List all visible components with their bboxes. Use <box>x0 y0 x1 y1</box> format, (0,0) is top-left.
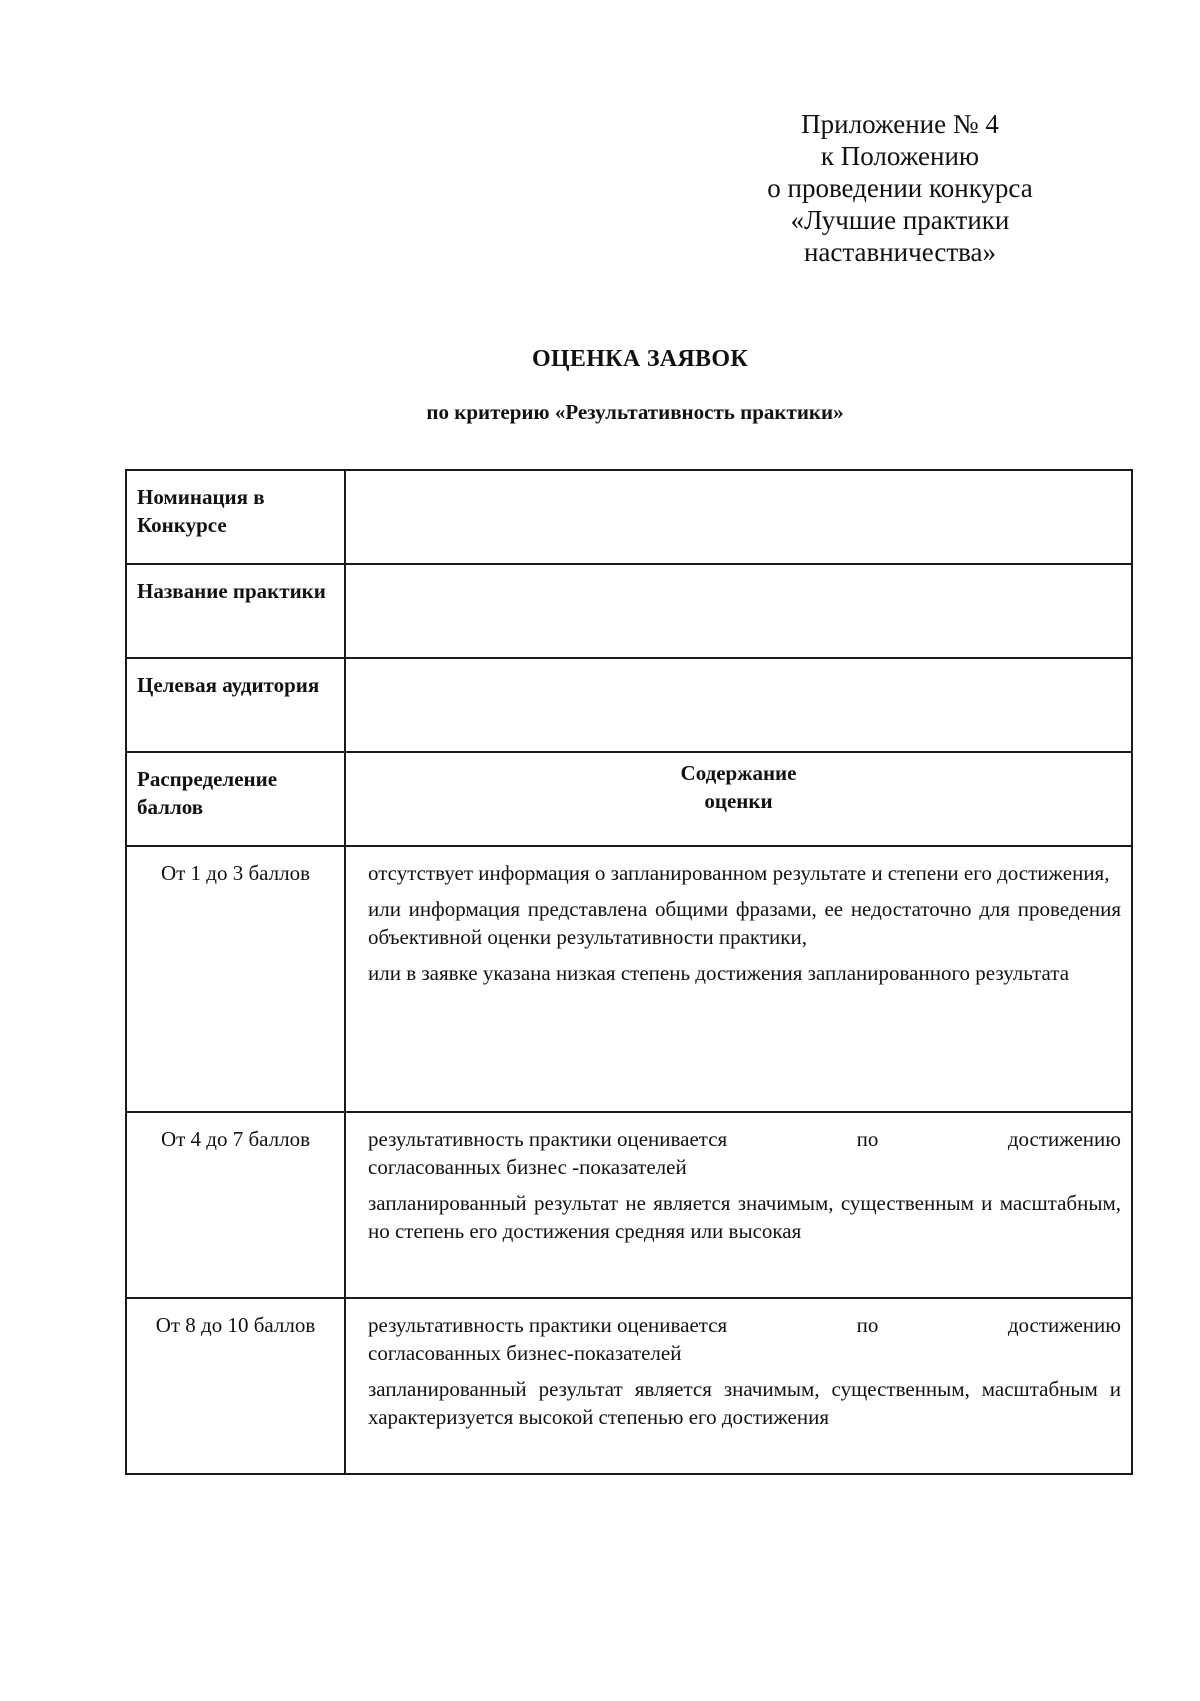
criterion-paragraph: отсутствует информация о запланированном результате и степени его достижения, <box>368 861 1110 885</box>
header-line: оценки <box>704 789 773 813</box>
criterion-paragraph <box>368 1311 1121 1367</box>
header-line: Содержание <box>680 761 797 785</box>
appendix-line: Приложение № 4 <box>801 109 999 139</box>
table-row <box>126 564 1132 658</box>
nomination-label: Номинация в Конкурсе <box>126 470 345 564</box>
header-evaluation-content <box>345 752 1132 846</box>
table-header-row <box>126 752 1132 846</box>
document-title: ОЦЕНКА ЗАЯВОК <box>531 346 749 372</box>
document-subtitle: по критерию «Результативность практики» <box>426 400 844 424</box>
criterion-paragraph: или информация представлена общими фразами, ее недостаточно для проведения объективной оценки результативности практики, <box>368 897 1121 949</box>
appendix-line: к Положению <box>820 141 980 171</box>
text-fragment: результативность практики оценивается <box>368 1127 728 1151</box>
score-range: От 4 до 7 баллов <box>126 1112 345 1298</box>
text-fragment: согласованных бизнес-показателей <box>368 1341 682 1365</box>
practice-name-label: Название практики <box>126 564 345 658</box>
header-score-distribution: Распределение баллов <box>126 752 345 846</box>
text-fragment: по <box>856 1127 879 1151</box>
criterion-paragraph <box>368 1125 1121 1181</box>
text-fragment: по <box>856 1313 879 1337</box>
target-audience-value <box>345 658 1132 752</box>
text-fragment: результативность практики оценивается <box>368 1313 728 1337</box>
table-row <box>126 470 1132 564</box>
score-description <box>345 846 1132 1112</box>
text-fragment: достижению <box>1007 1313 1121 1337</box>
practice-name-value <box>345 564 1132 658</box>
appendix-header <box>740 108 1060 268</box>
nomination-value <box>345 470 1132 564</box>
criterion-paragraph: запланированный результат не является значимым, существенным и масштабным, но степень его достижения средняя или высокая <box>368 1191 1121 1243</box>
criterion-paragraph: запланированный результат является значимым, существенным, масштабным и характеризуется высокой степенью его достижения <box>368 1377 1121 1429</box>
score-range: От 1 до 3 баллов <box>126 846 345 1112</box>
text-fragment: согласованных бизнес -показателей <box>368 1155 687 1179</box>
evaluation-table <box>125 469 1133 1475</box>
criterion-first-line <box>368 1125 1121 1153</box>
table-row <box>126 846 1132 1112</box>
appendix-line: наставничества» <box>803 237 997 267</box>
score-range: От 8 до 10 баллов <box>126 1298 345 1474</box>
appendix-line: о проведении конкурса <box>767 173 1033 203</box>
text-fragment: достижению <box>1007 1127 1121 1151</box>
target-audience-label: Целевая аудитория <box>126 658 345 752</box>
score-description <box>345 1112 1132 1298</box>
score-description <box>345 1298 1132 1474</box>
table-row <box>126 658 1132 752</box>
criterion-first-line <box>368 1311 1121 1339</box>
criterion-paragraph: или в заявке указана низкая степень достижения запланированного результата <box>368 961 1070 985</box>
table-row <box>126 1112 1132 1298</box>
table-row <box>126 1298 1132 1474</box>
appendix-line: «Лучшие практики <box>790 205 1010 235</box>
